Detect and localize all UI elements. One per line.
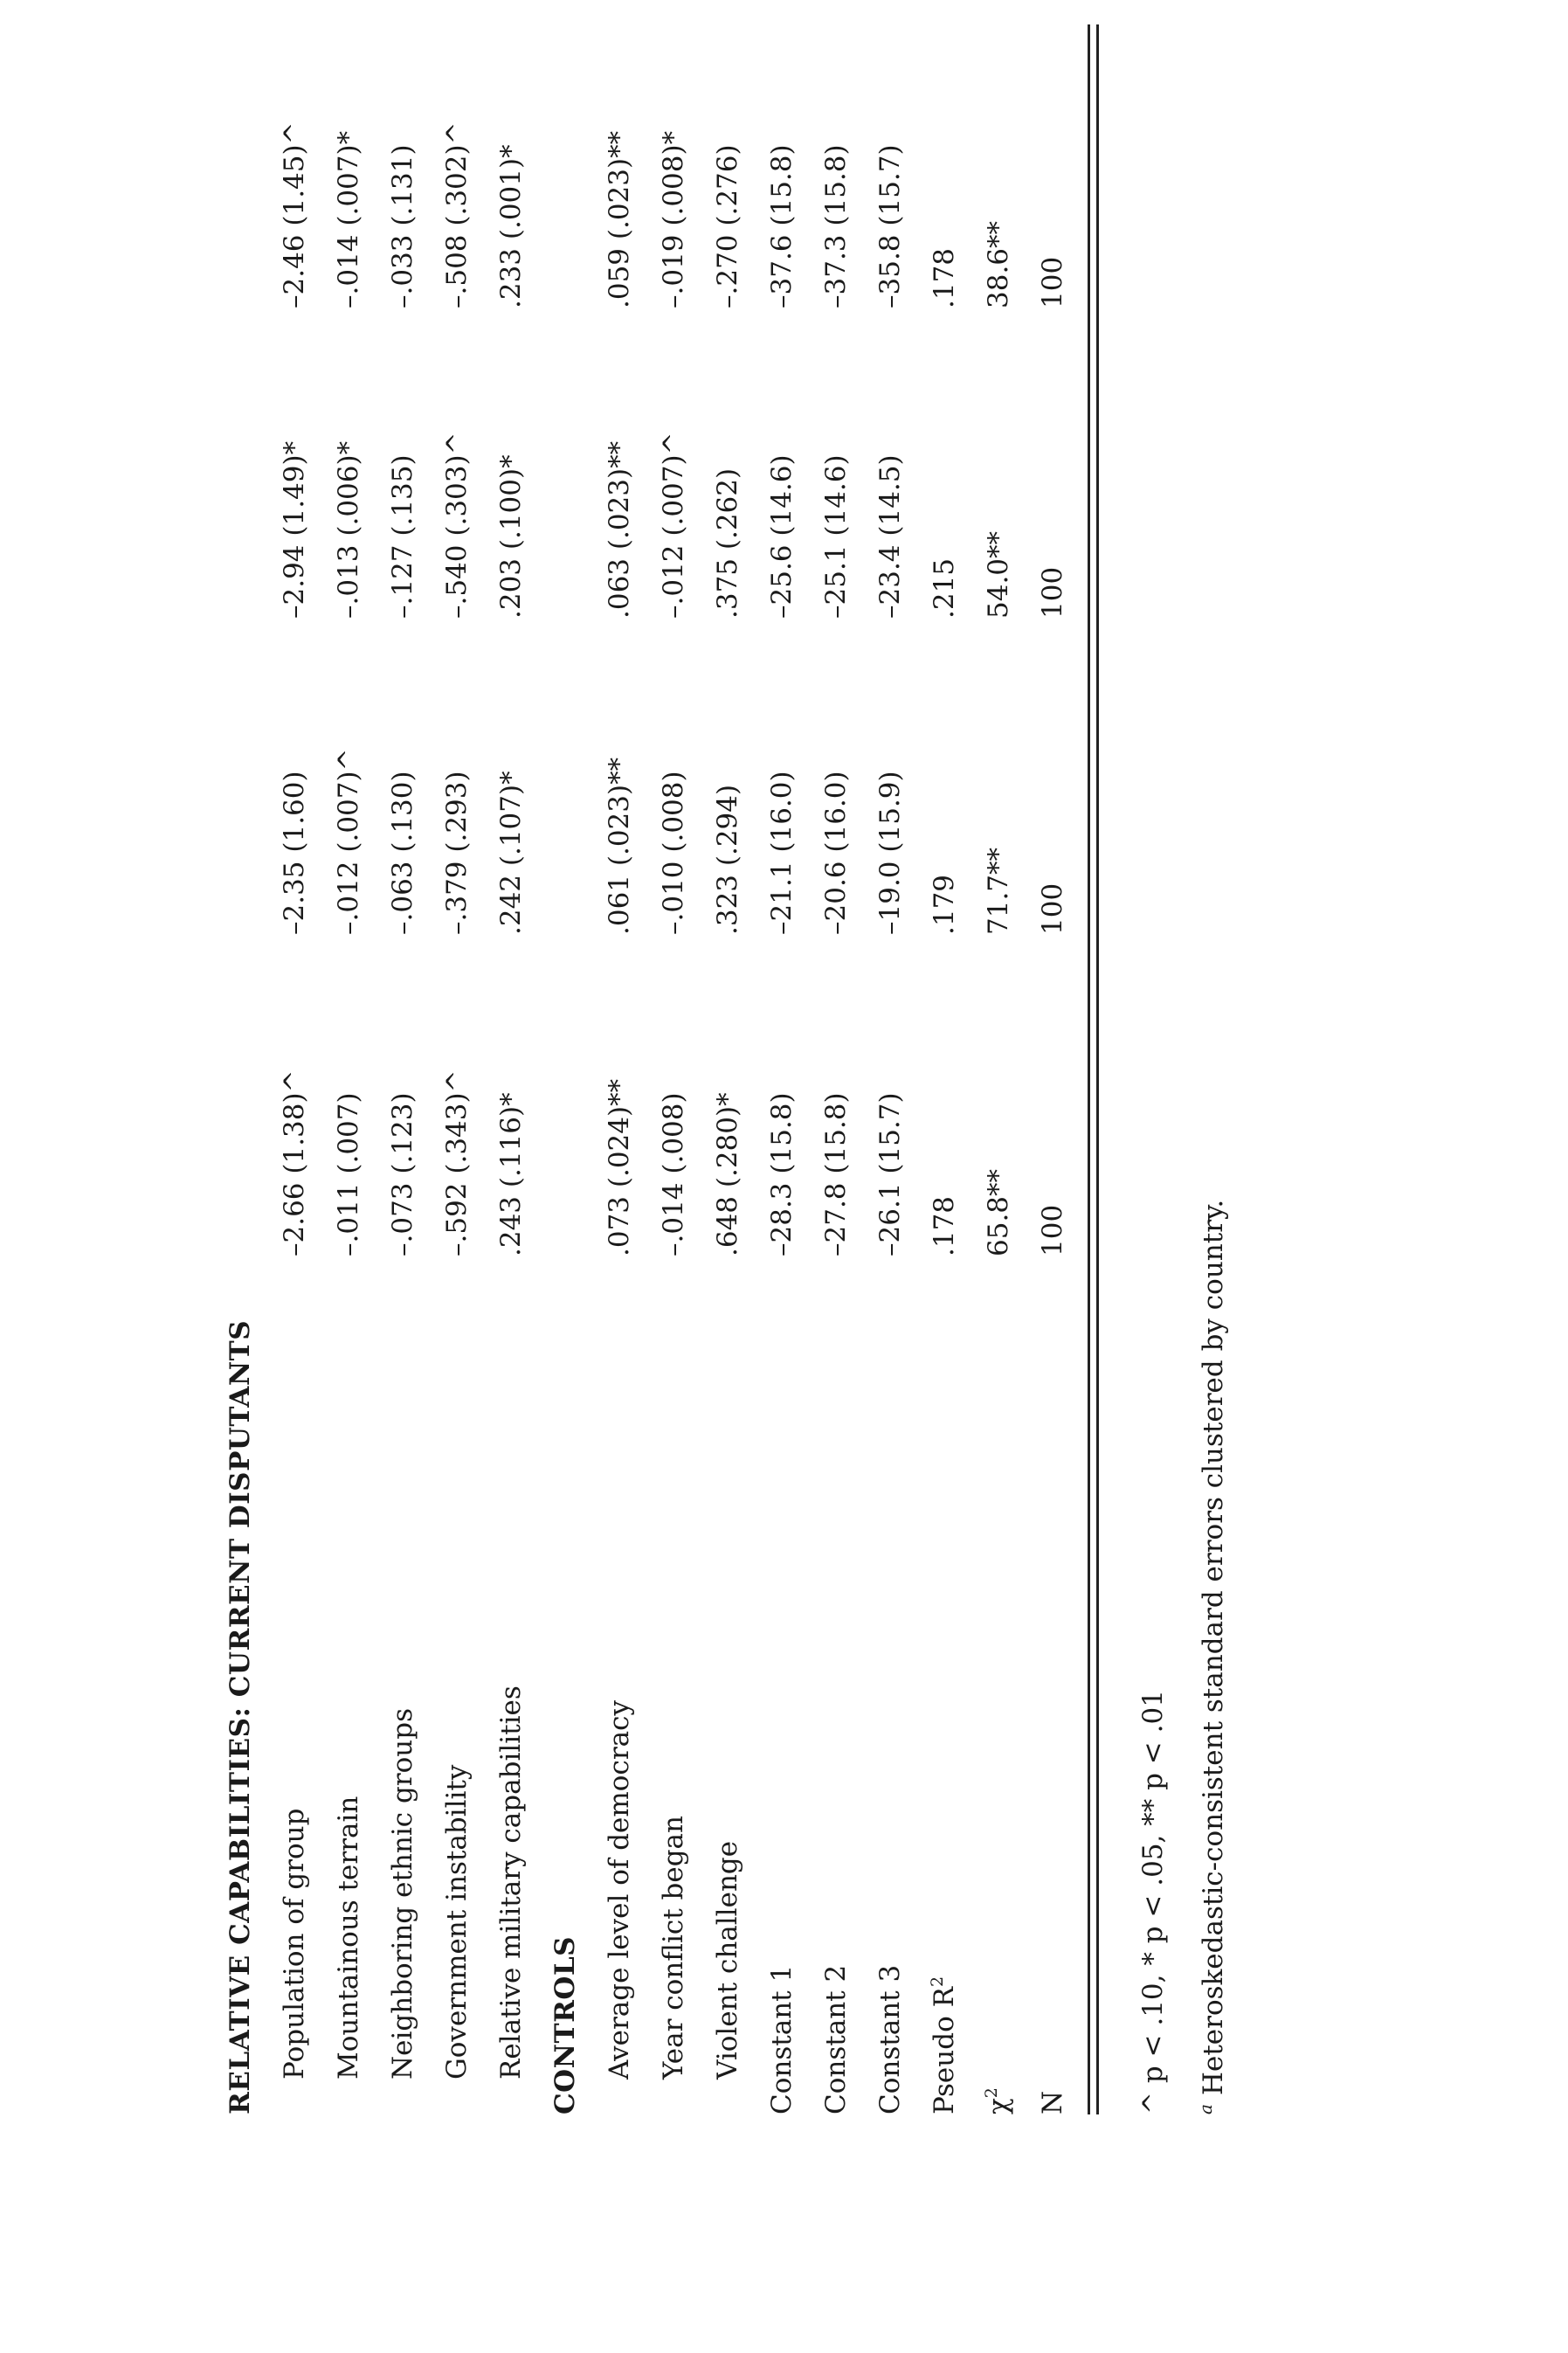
cell-model-4: .233 (.001)* bbox=[495, 144, 527, 308]
row-label: Constant 3 bbox=[874, 1964, 906, 2114]
standard-error-note bbox=[1184, 1200, 1235, 2114]
cell-model-3: .215 bbox=[929, 557, 960, 619]
row-label: Relative military capabilities bbox=[495, 1685, 527, 2080]
rotated-table-block bbox=[214, 17, 1507, 2114]
table-row bbox=[918, 17, 971, 2114]
cell-model-4: –.033 (.131) bbox=[387, 144, 418, 308]
cell-model-3: –.013 (.006)* bbox=[333, 440, 364, 619]
table-row bbox=[268, 17, 321, 2114]
cell-model-1: –28.3 (15.8) bbox=[766, 1092, 798, 1256]
table-bottom-rule bbox=[1088, 24, 1090, 2114]
cell-model-3: .203 (.100)* bbox=[495, 454, 527, 619]
cell-model-4: –37.6 (15.8) bbox=[766, 144, 798, 308]
cell-model-3: .063 (.023)** bbox=[604, 440, 635, 619]
row-label: Average level of democracy bbox=[604, 1700, 635, 2080]
table-row bbox=[810, 17, 862, 2114]
row-label: N bbox=[1037, 2090, 1068, 2114]
cell-model-1: .073 (.024)** bbox=[604, 1078, 635, 1256]
cell-model-1: –2.66 (1.38)^ bbox=[279, 1069, 310, 1256]
cell-model-3: 54.0** bbox=[983, 530, 1014, 619]
cell-model-1: –.014 (.008) bbox=[658, 1092, 689, 1256]
table-row bbox=[431, 17, 483, 2114]
cell-model-3: –25.6 (14.6) bbox=[766, 454, 798, 619]
cell-model-1: .178 bbox=[929, 1195, 960, 1256]
cell-model-2: –.012 (.007)^ bbox=[333, 748, 364, 935]
cell-model-4: 100 bbox=[1037, 256, 1068, 308]
cell-model-4: –2.46 (1.45)^ bbox=[279, 121, 310, 308]
cell-model-4: –.019 (.008)* bbox=[658, 130, 689, 308]
cell-model-4: –.508 (.302)^ bbox=[441, 121, 473, 308]
table-row bbox=[972, 17, 1025, 2114]
cell-model-2: 71.7** bbox=[983, 847, 1014, 935]
cell-model-2: –2.35 (1.60) bbox=[279, 771, 310, 935]
row-label bbox=[972, 2087, 1025, 2114]
cell-model-2: –20.6 (16.0) bbox=[820, 771, 852, 935]
section-header-controls bbox=[539, 17, 591, 2114]
table-row bbox=[864, 17, 916, 2114]
cell-model-3: –2.94 (1.49)* bbox=[279, 440, 310, 619]
row-label bbox=[918, 1976, 971, 2114]
row-label: Violent challenge bbox=[712, 1840, 743, 2080]
row-label: Constant 1 bbox=[766, 1964, 798, 2114]
cell-model-2: –.063 (.130) bbox=[387, 771, 418, 935]
table-row bbox=[376, 17, 429, 2114]
cell-model-2: .242 (.107)* bbox=[495, 771, 527, 935]
cell-model-3: –23.4 (14.5) bbox=[874, 454, 906, 619]
pseudo-r-text: Pseudo R bbox=[929, 1987, 960, 2114]
cell-model-3: –25.1 (14.6) bbox=[820, 454, 852, 619]
cell-model-3: –.127 (.135) bbox=[387, 454, 418, 619]
cell-model-1: 65.8** bbox=[983, 1168, 1014, 1256]
cell-model-1: –.592 (.343)^ bbox=[441, 1069, 473, 1256]
section-title: RELATIVE CAPABILITIES: CURRENT DISPUTANTS bbox=[224, 1319, 256, 2114]
table-bottom-rule bbox=[1096, 24, 1099, 2114]
cell-model-3: –.012 (.007)^ bbox=[658, 432, 689, 619]
row-label: Constant 2 bbox=[820, 1964, 852, 2114]
superscript: 2 bbox=[982, 2087, 1001, 2099]
cell-model-2: .061 (.023)** bbox=[604, 757, 635, 935]
row-label: Population of group bbox=[279, 1808, 310, 2080]
footnote-marker: a bbox=[1195, 2104, 1216, 2114]
section-title: CONTROLS bbox=[549, 1935, 581, 2114]
cell-model-1: .648 (.280)* bbox=[712, 1092, 743, 1256]
cell-model-4: –.270 (.276) bbox=[712, 144, 743, 308]
table-row bbox=[485, 17, 537, 2114]
cell-model-1: –27.8 (15.8) bbox=[820, 1092, 852, 1256]
cell-model-1: –26.1 (15.7) bbox=[874, 1092, 906, 1256]
cell-model-2: –.379 (.293) bbox=[441, 771, 473, 935]
cell-model-4: –.014 (.007)* bbox=[333, 130, 364, 308]
table-row bbox=[701, 17, 754, 2114]
row-label: Neighboring ethnic groups bbox=[387, 1707, 418, 2080]
table-row bbox=[756, 17, 808, 2114]
cell-model-3: .375 (.262) bbox=[712, 467, 743, 619]
superscript: 2 bbox=[928, 1976, 947, 1988]
cell-model-4: –35.8 (15.7) bbox=[874, 144, 906, 308]
table-row bbox=[593, 17, 646, 2114]
section-header-capabilities bbox=[214, 17, 266, 2114]
table-row bbox=[1026, 17, 1079, 2114]
cell-model-1: 100 bbox=[1037, 1204, 1068, 1256]
cell-model-1: –.011 (.007) bbox=[333, 1092, 364, 1256]
cell-model-1: –.073 (.123) bbox=[387, 1092, 418, 1256]
chi-text: χ bbox=[983, 2098, 1014, 2114]
cell-model-4: –37.3 (15.8) bbox=[820, 144, 852, 308]
cell-model-2: .323 (.294) bbox=[712, 784, 743, 935]
cell-model-1: .243 (.116)* bbox=[495, 1092, 527, 1256]
cell-model-4: 38.6** bbox=[983, 220, 1014, 308]
row-label: Mountainous terrain bbox=[333, 1796, 364, 2080]
cell-model-2: 100 bbox=[1037, 882, 1068, 935]
cell-model-2: –19.0 (15.9) bbox=[874, 771, 906, 935]
cell-model-4: .178 bbox=[929, 247, 960, 308]
row-label: Government instability bbox=[441, 1764, 473, 2080]
cell-model-3: 100 bbox=[1037, 566, 1068, 619]
table-row bbox=[647, 17, 700, 2114]
table-row bbox=[322, 17, 375, 2114]
row-label: Year conflict began bbox=[658, 1815, 689, 2080]
footnote-text: Heteroskedastic-consistent standard errors clustered by country. bbox=[1198, 1199, 1229, 2096]
significance-note: ^ p < .10, * p < .05, ** p < .01 bbox=[1137, 1690, 1169, 2114]
cell-model-2: –21.1 (16.0) bbox=[766, 771, 798, 935]
cell-model-2: –.010 (.008) bbox=[658, 771, 689, 935]
cell-model-4: .059 (.023)** bbox=[604, 130, 635, 308]
cell-model-3: –.540 (.303)^ bbox=[441, 432, 473, 619]
cell-model-2: .179 bbox=[929, 874, 960, 935]
